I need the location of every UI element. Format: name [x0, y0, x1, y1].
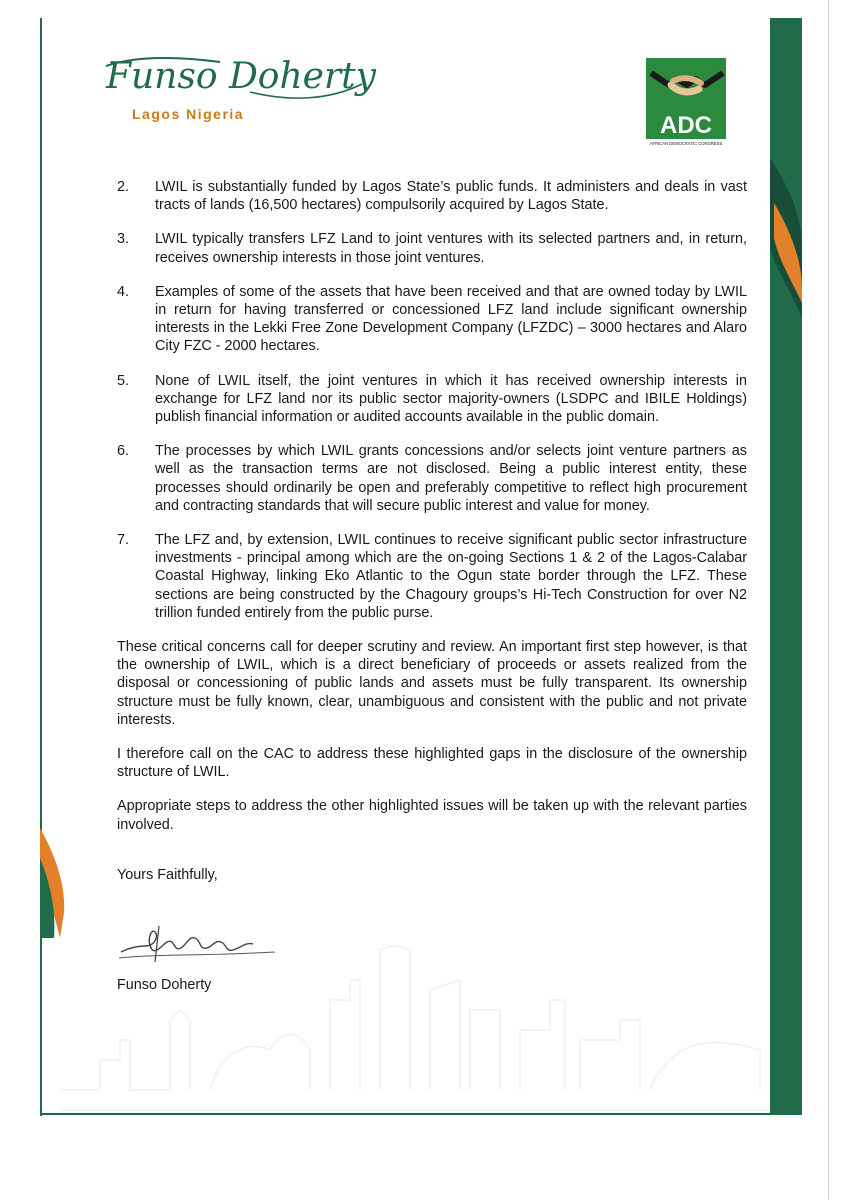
list-item-text: None of LWIL itself, the joint ventures in which it has received ownership interests in exchange for LFZ land nor its public sector majority-owners (LSDPC and IBILE Holdings) publish financial information or audited accounts available in the public domain. — [155, 372, 747, 426]
list-item-text: Examples of some of the assets that have been received and that are owned today by LWIL in return for having transferred or concessioned LFZ land include significant ownership interests in the Lekki Free Zone Development Company (LFZDC) – 3000 hectares and Alaro City FZC - 2000 hectares. — [155, 283, 747, 355]
list-item — [117, 283, 747, 356]
list-item-text: The LFZ and, by extension, LWIL continues to receive significant public sector infrastructure investments - principal among which are the on-going Sections 1 & 2 of the Lagos-Calabar Coastal Highway, linking Eko Atlantic to the Ogun state border through the LFZ. These sections are being constructed by the Chagoury groups’s Hi-Tech Construction for over N2 trillion funded entirely from the public purse. — [155, 532, 747, 621]
letterhead-location: Lagos Nigeria — [132, 106, 245, 122]
page-border-left — [40, 18, 42, 1116]
list-item-number: 3. — [117, 231, 130, 248]
scan-edge — [828, 0, 829, 1200]
list-item-number: 7. — [117, 532, 130, 549]
list-item — [117, 178, 747, 214]
decorative-side-band — [770, 18, 802, 1115]
paragraph: Appropriate steps to address the other highlighted issues will be taken up with the relevant parties involved. — [117, 798, 747, 833]
paragraph: These critical concerns call for deeper scrutiny and review. An important first step however, is that the ownership of LWIL, which is a direct beneficiary of proceeds or assets realized from the disposal or concessioning of public lands and assets must be fully transparent. Its ownership structure must be fully known, clear, unambiguous and consistent with the public and not private interests. — [117, 639, 747, 728]
letter-body — [117, 178, 747, 884]
signer-name: Funso Doherty — [117, 977, 212, 993]
list-item-number: 5. — [117, 372, 130, 389]
paragraph: I therefore call on the CAC to address these highlighted gaps in the disclosure of the ownership structure of LWIL. — [117, 746, 747, 781]
adc-logo-text: ADC — [660, 112, 712, 139]
list-item — [117, 531, 747, 622]
list-item — [117, 442, 747, 515]
skyline-watermark — [60, 940, 770, 1115]
list-item-text: The processes by which LWIL grants concessions and/or selects joint venture partners as well as the transaction terms are not disclosed. Being a public interest entity, these processes should ordinarily be open and preferably competitive to reflect high procurement and contracting standards that will secure public interest and value for money. — [155, 443, 747, 514]
adc-logo-fullname: AFRICAN DEMOCRATIC CONGRESS — [649, 141, 723, 146]
list-item-number: 6. — [117, 443, 130, 460]
list-item-number: 4. — [117, 283, 130, 300]
list-item — [117, 372, 747, 427]
list-item-text: LWIL typically transfers LFZ Land to joint ventures with its selected partners and, in return, receives ownership interests in those joint ventures. — [155, 231, 747, 266]
decorative-left-accent — [40, 828, 66, 938]
list-item-text: LWIL is substantially funded by Lagos State’s public funds. It administers and deals in vast tracts of lands (16,500 hectares) compulsorily acquired by Lagos State. — [155, 179, 747, 214]
closing-salutation: Yours Faithfully, — [117, 866, 218, 883]
signature-logo-text: Funso Doherty — [106, 56, 376, 97]
list-item-number: 2. — [117, 179, 130, 195]
adc-party-logo — [643, 55, 729, 147]
list-item — [117, 230, 747, 266]
